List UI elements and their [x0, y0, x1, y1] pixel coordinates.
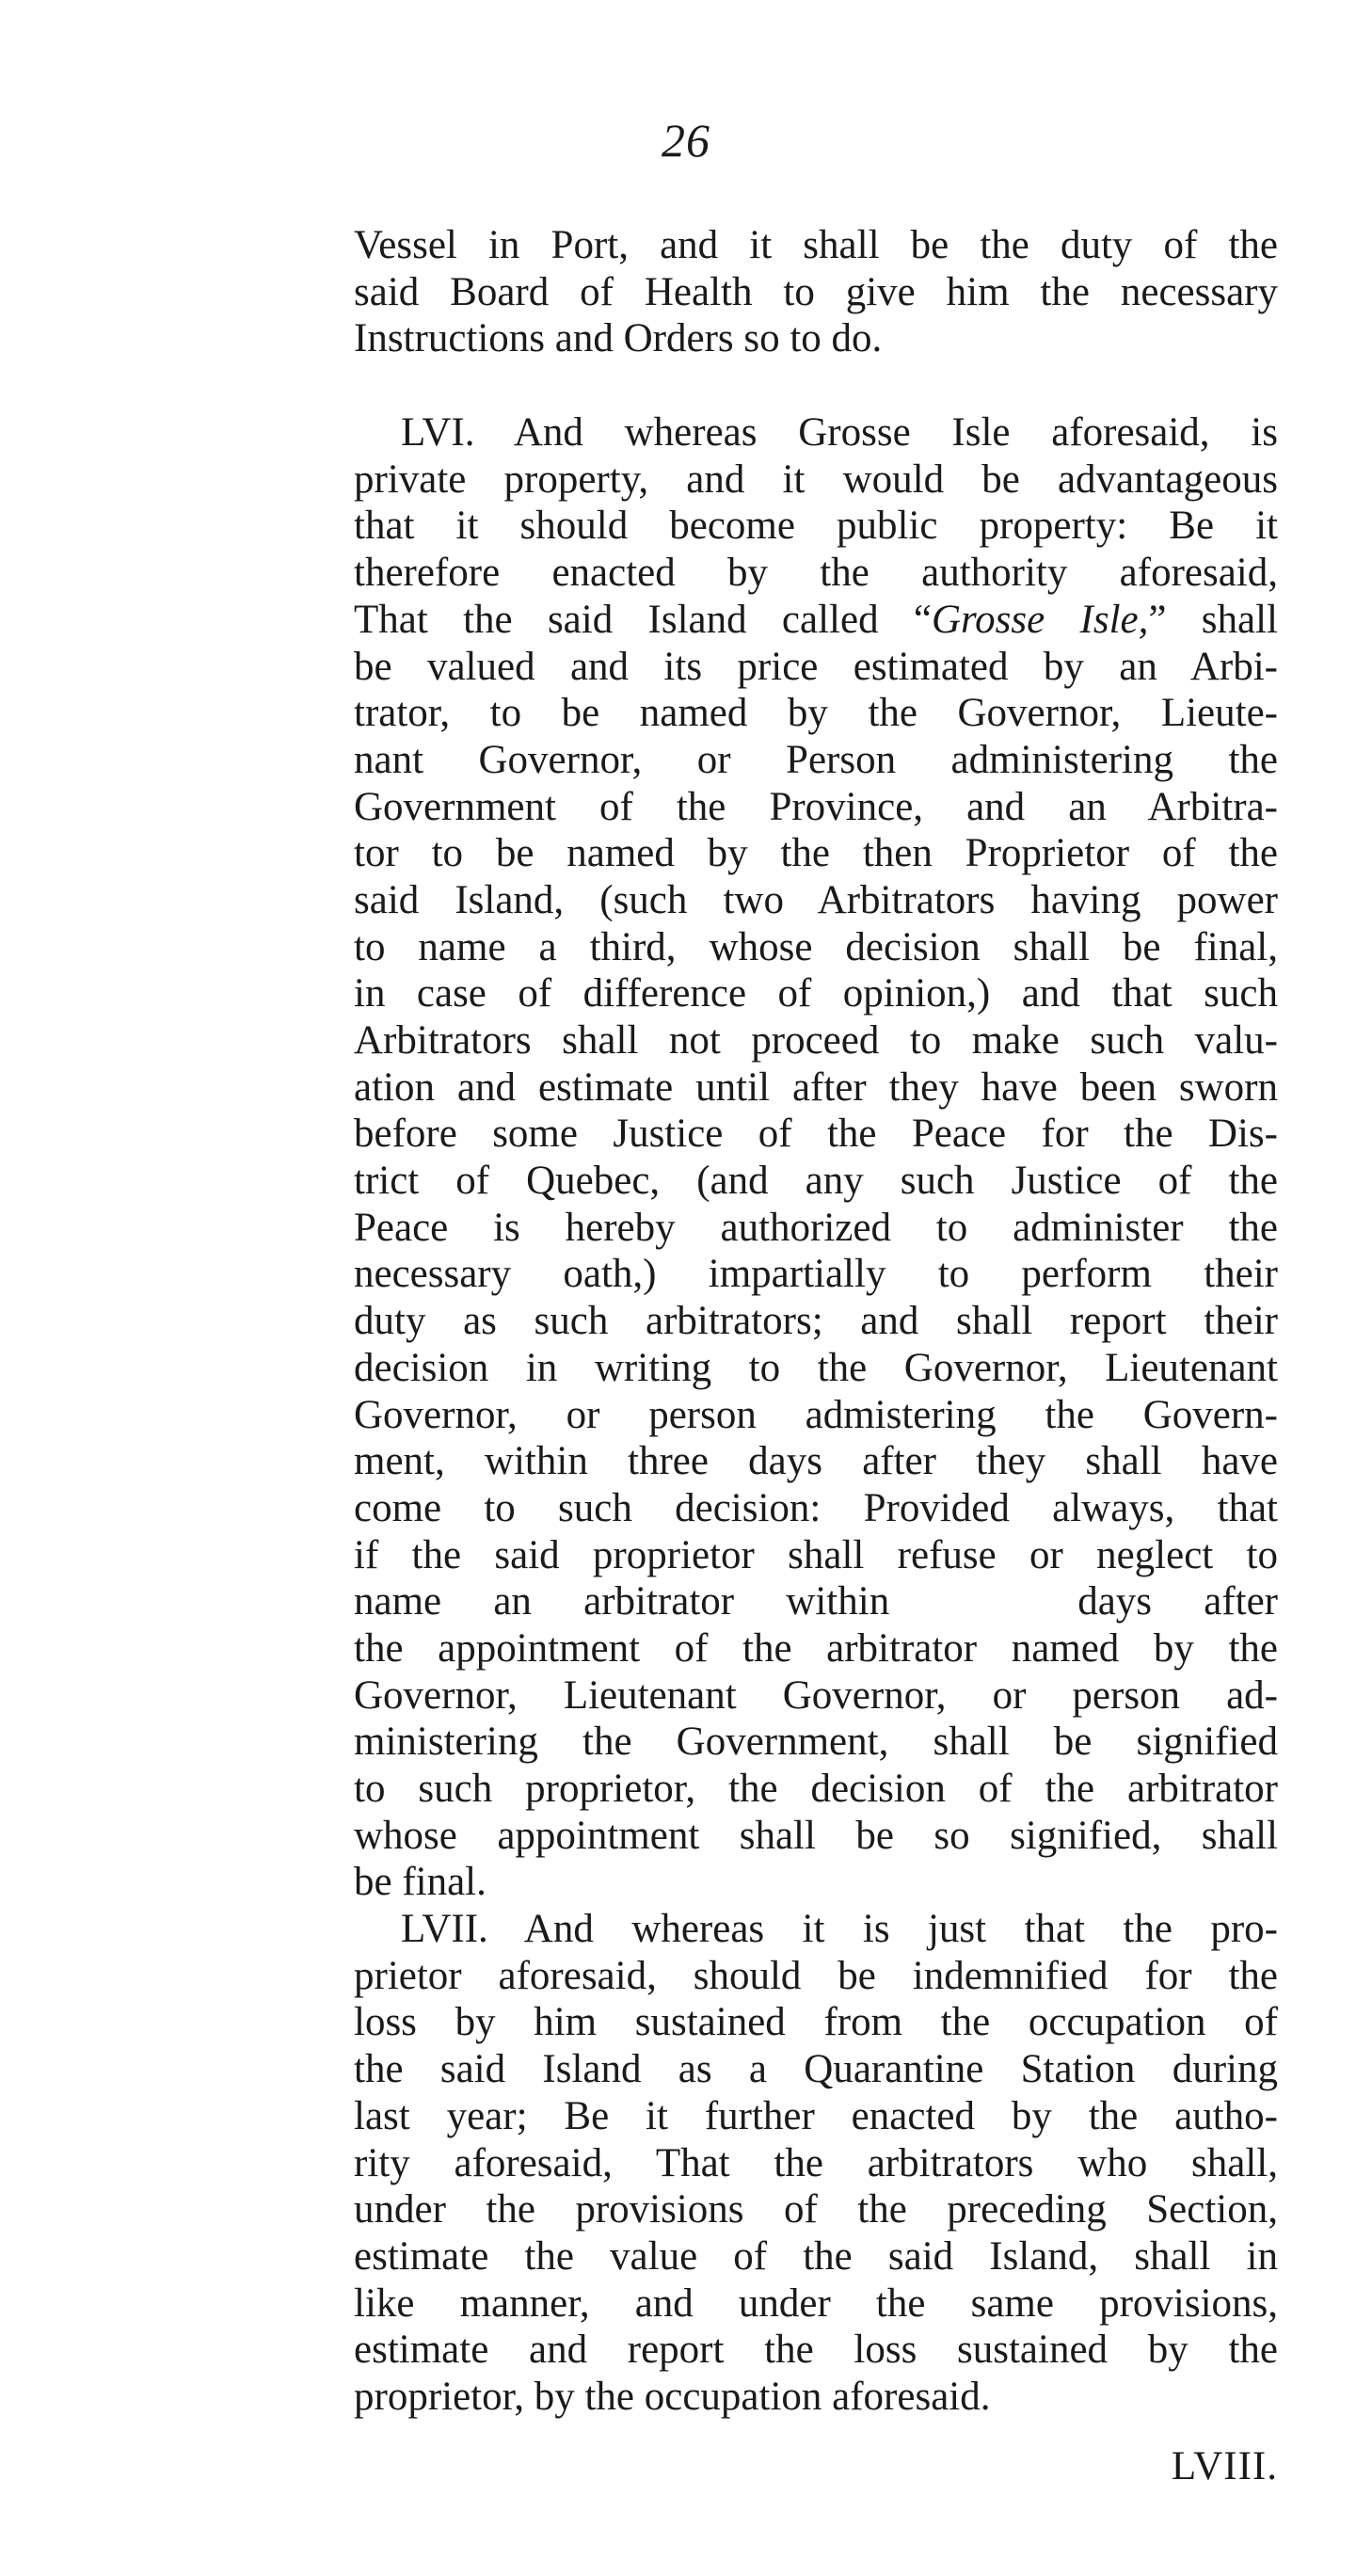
text-line: Government of the Province, and an Arbitra- — [354, 784, 1278, 829]
text-line: rity aforesaid, That the arbitrators who shall, — [354, 2140, 1278, 2185]
text-line-with-blank — [354, 1578, 1278, 1625]
text-line: private property, and it would be advantageous — [354, 456, 1278, 502]
text-line: Arbitrators shall not proceed to make such valu- — [354, 1018, 1278, 1063]
text-fragment: days after — [1077, 1579, 1278, 1624]
text-line: loss by him sustained from the occupation of — [354, 2000, 1278, 2045]
text-line: be final. — [354, 1860, 487, 1905]
text-line: that it should become public property: Be it — [354, 504, 1278, 549]
text-line: to such proprietor, the decision of the arbitrator — [354, 1767, 1278, 1811]
paragraph-continuation — [354, 222, 1278, 362]
text-fragment: name an arbitrator within — [354, 1579, 890, 1624]
text-line: Vessel in Port, and it shall be the duty of the — [354, 223, 1278, 267]
text-line-with-italic — [354, 597, 1278, 644]
text-line: before some Justice of the Peace for the Dis- — [354, 1112, 1278, 1157]
text-line: tor to be named by the then Proprietor of the — [354, 831, 1278, 876]
text-line: under the provisions of the preceding Section, — [354, 2187, 1278, 2232]
text-line: said Island, (such two Arbitrators having power — [354, 877, 1278, 922]
text-line: Peace is hereby authorized to administer the — [354, 1205, 1278, 1250]
text-line: duty as such arbitrators; and shall report their — [354, 1299, 1278, 1344]
text-line: said Board of Health to give him the necessary — [354, 269, 1278, 314]
text-line: proprietor, by the occupation aforesaid. — [354, 2374, 991, 2419]
text-line: be valued and its price estimated by an Arbi- — [354, 644, 1278, 689]
text-line: in case of difference of opinion,) and that such — [354, 971, 1278, 1016]
text-line: whose appointment shall be so signified, shall — [354, 1813, 1278, 1858]
text-line: estimate and report the loss sustained by the — [354, 2328, 1278, 2373]
text-line: ministering the Government, shall be signified — [354, 1720, 1278, 1765]
section-lvi — [354, 409, 1278, 1906]
paragraph-spacer — [354, 362, 1278, 409]
text-line: nant Governor, or Person administering the — [354, 737, 1278, 782]
text-line: LVII. And whereas it is just that the pro- — [401, 1907, 1278, 1952]
text-fragment: ” shall — [1148, 597, 1278, 642]
text-line: the appointment of the arbitrator named by the — [354, 1625, 1278, 1671]
text-line: last year; Be it further enacted by the autho- — [354, 2093, 1278, 2138]
text-line: Governor, or person admistering the Govern- — [354, 1392, 1278, 1437]
italic-island-name: Grosse Isle, — [931, 597, 1149, 642]
text-line: decision in writing to the Governor, Lieutenant — [354, 1345, 1278, 1390]
text-line: Instructions and Orders so to do. — [354, 316, 883, 361]
text-line: come to such decision: Provided always, that — [354, 1485, 1278, 1530]
body-text — [354, 222, 1278, 2421]
text-line: Governor, Lieutenant Governor, or person ad- — [354, 1672, 1278, 1718]
text-line: the said Island as a Quarantine Station during — [354, 2047, 1278, 2092]
text-line: necessary oath,) impartially to perform their — [354, 1252, 1278, 1297]
catchword: LVIII. — [1171, 2444, 1278, 2488]
text-line: therefore enacted by the authority aforesaid, — [354, 551, 1278, 596]
text-line: like manner, and under the same provisions, — [354, 2280, 1278, 2326]
section-lvii — [354, 1906, 1278, 2421]
text-fragment: That the said Island called “ — [354, 597, 932, 642]
text-line: ation and estimate until after they have been sworn — [354, 1064, 1278, 1110]
text-line: LVI. And whereas Grosse Isle aforesaid, is — [401, 410, 1278, 456]
text-line: prietor aforesaid, should be indemnified for the — [354, 1953, 1278, 1998]
text-line: trator, to be named by the Governor, Lieute- — [354, 691, 1278, 736]
text-line: estimate the value of the said Island, shall in — [354, 2233, 1278, 2279]
text-line: to name a third, whose decision shall be final, — [354, 924, 1278, 969]
text-line: ment, within three days after they shall have — [354, 1439, 1278, 1484]
text-line: if the said proprietor shall refuse or neglect to — [354, 1532, 1278, 1577]
text-line: trict of Quebec, (and any such Justice of the — [354, 1159, 1278, 1204]
page-number: 26 — [662, 114, 710, 167]
